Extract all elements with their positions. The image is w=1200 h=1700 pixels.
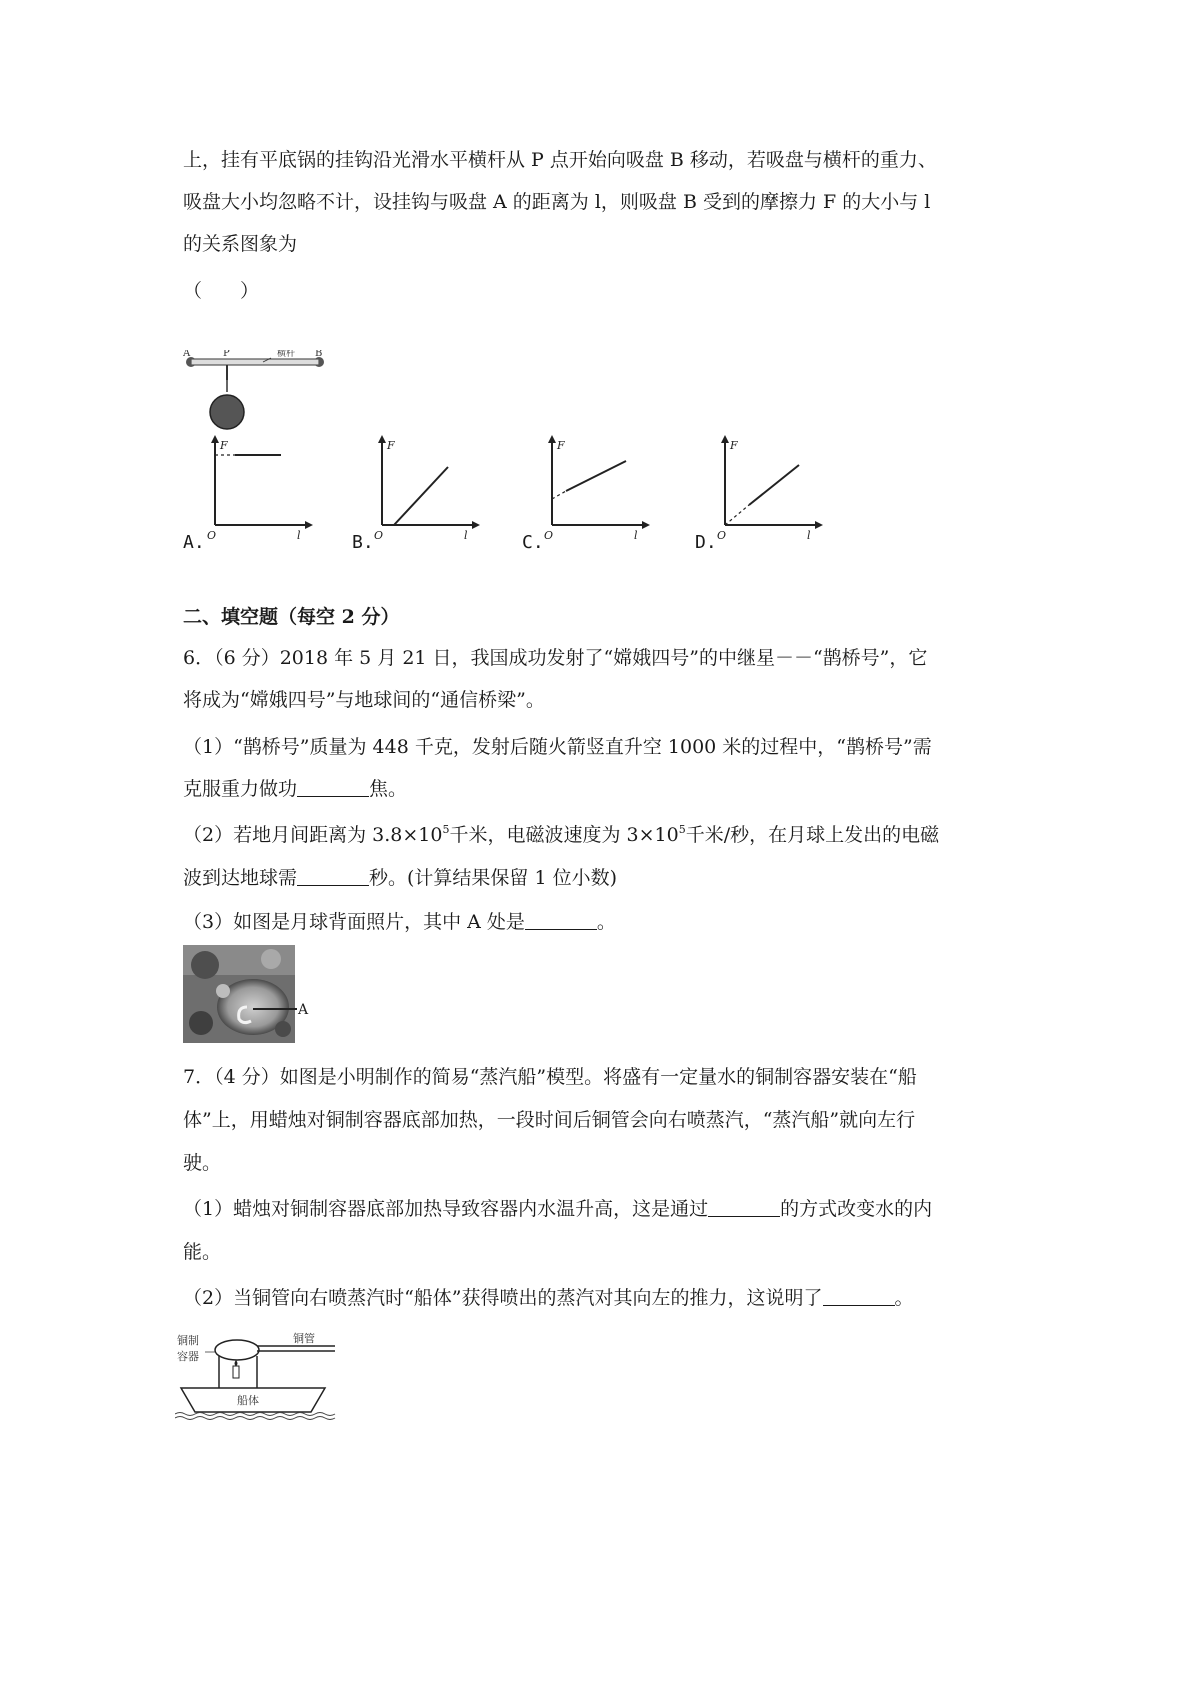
q6-part1-line1: （1）“鹊桥号”质量为 448 千克，发射后随火箭竖直升空 1000 米的过程中，“鹊桥号”需 bbox=[183, 736, 932, 758]
q5-fig-label-bar: 横杆 bbox=[277, 350, 296, 359]
svg-text:l: l bbox=[807, 529, 811, 542]
svg-text:l: l bbox=[297, 529, 301, 542]
svg-text:O: O bbox=[374, 529, 384, 542]
svg-text:F: F bbox=[387, 439, 395, 452]
q5-option-b-graph[interactable] bbox=[372, 435, 482, 545]
q7-text-line3: 驶。 bbox=[183, 1152, 222, 1174]
q6-part3-line: （3）如图是月球背面照片，其中 A 处是 。 bbox=[183, 911, 616, 933]
q5-option-a-graph[interactable] bbox=[205, 435, 315, 545]
q6-blank-2[interactable] bbox=[297, 867, 369, 886]
moon-label-a: A bbox=[298, 1002, 309, 1018]
svg-text:F: F bbox=[220, 439, 228, 452]
svg-text:F: F bbox=[557, 439, 565, 452]
q5-fig-label-b: B bbox=[315, 350, 323, 359]
svg-text:F: F bbox=[730, 439, 738, 452]
q6-blank-3[interactable] bbox=[525, 911, 597, 930]
q6-part2-line2: 波到达地球需 秒。(计算结果保留 1 位小数) bbox=[183, 867, 618, 889]
q7-blank-2[interactable] bbox=[823, 1287, 895, 1306]
q6-part2-line1: （2）若地月间距离为 $3.8\times 10^5$千米，电磁波速度为 $3\times 10^5$千米/秒，在月球上发出的电磁 bbox=[183, 823, 940, 846]
q6-text-line2: 将成为“嫦娥四号”与地球间的“通信桥梁”。 bbox=[183, 689, 545, 711]
q5-answer-parentheses: （ ） bbox=[183, 280, 260, 302]
q7-text-line1: 7．（4 分）如图是小明制作的简易“蒸汽船”模型。将盛有一定量水的铜制容器安装在“船 bbox=[183, 1066, 917, 1088]
steamboat-label-container-1: 铜制 bbox=[177, 1334, 199, 1347]
q5-text-line1: 上，挂有平底锅的挂钩沿光滑水平横杆从 P 点开始向吸盘 B 移动，若吸盘与横杆的重力、 bbox=[183, 149, 937, 171]
q6-part1-line2: 克服重力做功 焦。 bbox=[183, 778, 408, 800]
section-title: 二、填空题（每空 2 分） bbox=[183, 606, 400, 628]
moon-photo bbox=[183, 945, 313, 1045]
svg-text:O: O bbox=[207, 529, 217, 542]
q7-part1-line2: 能。 bbox=[183, 1241, 222, 1263]
svg-text:l: l bbox=[634, 529, 638, 542]
steamboat-figure bbox=[175, 1330, 345, 1420]
steamboat-label-hull: 船体 bbox=[237, 1394, 259, 1407]
q5-option-d-graph[interactable] bbox=[715, 435, 825, 545]
q5-option-c-label: C. bbox=[522, 532, 544, 553]
svg-text:O: O bbox=[717, 529, 727, 542]
q5-text-line3: 的关系图象为 bbox=[183, 233, 298, 255]
q6-blank-1[interactable] bbox=[297, 778, 369, 797]
svg-text:l: l bbox=[464, 529, 468, 542]
q6-text-line1: 6．（6 分）2018 年 5 月 21 日，我国成功发射了“嫦娥四号”的中继星－－“鹊桥号”，它 bbox=[183, 647, 928, 669]
q5-text-line2: 吸盘大小均忽略不计，设挂钩与吸盘 A 的距离为 l，则吸盘 B 受到的摩擦力 F 的大小与 l bbox=[183, 191, 931, 213]
q5-option-d-label: D. bbox=[695, 532, 717, 553]
q7-blank-1[interactable] bbox=[708, 1198, 780, 1217]
steamboat-label-container-2: 容器 bbox=[177, 1350, 199, 1363]
q5-fig-label-p: P bbox=[223, 350, 230, 359]
steamboat-label-pipe: 铜管 bbox=[293, 1332, 315, 1345]
q5-fig-label-a: A bbox=[183, 350, 191, 359]
q7-part2-line: （2）当铜管向右喷蒸汽时“船体”获得喷出的蒸汽对其向左的推力，这说明了 。 bbox=[183, 1287, 914, 1309]
q7-text-line2: 体”上，用蜡烛对铜制容器底部加热，一段时间后铜管会向右喷蒸汽，“蒸汽船”就向左行 bbox=[183, 1109, 916, 1131]
q7-part1-line1: （1）蜡烛对铜制容器底部加热导致容器内水温升高，这是通过 的方式改变水的内 bbox=[183, 1198, 933, 1220]
svg-text:O: O bbox=[544, 529, 554, 542]
q5-option-c-graph[interactable] bbox=[542, 435, 652, 545]
q5-option-b-label: B. bbox=[352, 532, 374, 553]
q5-option-a-label: A. bbox=[183, 532, 205, 553]
